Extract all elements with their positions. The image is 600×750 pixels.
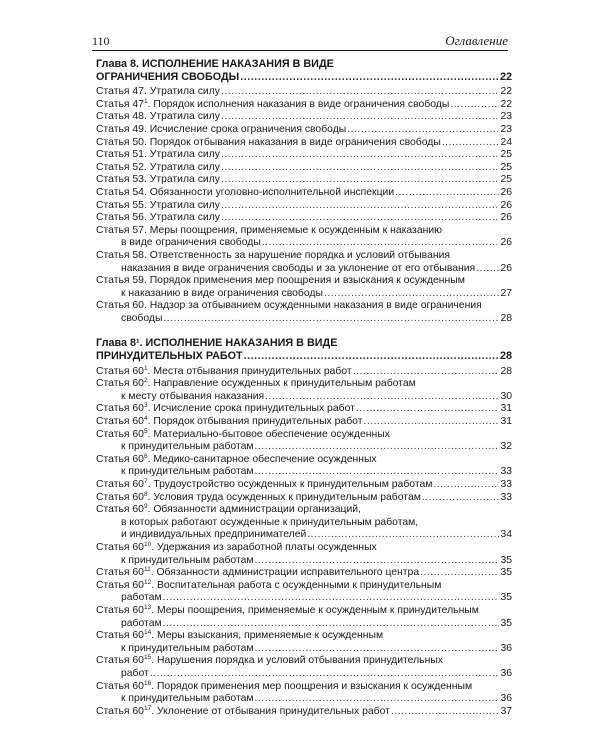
toc-entry	[96, 492, 512, 505]
page-ref: 31	[500, 416, 512, 428]
entry-first-line: Статья 58. Ответственность за нарушение порядка и условий отбывания	[96, 249, 451, 261]
dot-leader	[265, 391, 499, 404]
page-ref: 37	[500, 705, 512, 717]
entry-first-line: Статья $60^{14}$. Меры взыскания, применяемые к осужденным	[96, 629, 384, 642]
dot-leader	[163, 618, 500, 631]
entry-text: Статья 47. Утратила силу	[96, 86, 220, 98]
entry-first-line: Статья $60^{13}$. Меры поощрения, применяемые к осужденным к принудительным	[96, 603, 479, 616]
toc-line	[96, 71, 512, 84]
toc-line	[96, 263, 512, 276]
entry-first-line: Статья $60^{12}$. Воспитательная работа с осужденными к принудительным	[96, 578, 442, 591]
toc-line	[96, 313, 512, 326]
toc-line	[96, 668, 512, 681]
entry-text: в виде ограничения свободы	[121, 237, 261, 249]
toc-entry	[96, 542, 512, 567]
page-ref: 23	[500, 123, 512, 135]
dot-leader	[363, 416, 499, 429]
page-ref: 36	[500, 693, 512, 705]
toc-line	[96, 706, 512, 719]
toc-entry	[96, 567, 512, 580]
entry-text: Статья $47^1$. Порядок исполнения наказания в виде ограничения свободы	[96, 97, 450, 110]
page-ref: 25	[500, 149, 512, 161]
toc-entry	[96, 86, 512, 99]
toc-line	[96, 592, 512, 605]
toc-entry	[96, 225, 512, 250]
dot-leader	[450, 99, 499, 112]
page-ref: 22	[499, 70, 512, 83]
dot-leader	[163, 592, 500, 605]
dot-leader	[347, 124, 499, 137]
toc-entry	[96, 681, 512, 706]
toc-line	[96, 200, 512, 213]
toc-entry	[96, 706, 512, 719]
page-ref: 26	[500, 237, 512, 249]
toc-entry	[96, 137, 512, 150]
dot-leader	[163, 313, 499, 326]
dot-leader	[476, 263, 499, 276]
toc-line	[96, 416, 512, 429]
dot-leader	[221, 149, 499, 162]
toc-entry	[96, 250, 512, 275]
page-ref: 25	[500, 161, 512, 173]
toc-entry	[96, 580, 512, 605]
toc-entry	[96, 212, 512, 225]
page-ref: 30	[500, 390, 512, 402]
toc-line	[96, 466, 512, 479]
dot-leader	[422, 492, 500, 505]
entry-text: Статья 53. Утратила силу	[96, 174, 220, 186]
chapter-title-line: Глава 8. ИСПОЛНЕНИЕ НАКАЗАНИЯ В ВИДЕ	[96, 58, 334, 70]
entry-text: Статья $60^{17}$. Уклонение от отбывания принудительных работ	[96, 704, 390, 717]
dot-leader	[221, 111, 499, 124]
entry-first-line: Статья 59. Порядок применения мер поощрения и взыскания к осужденным	[96, 275, 465, 287]
entry-continuation: в которых работают осужденные к принудительным работам,	[121, 516, 419, 528]
toc-line	[96, 618, 512, 631]
toc-entry	[96, 366, 512, 379]
entry-text: Статья 51. Утратила силу	[96, 149, 220, 161]
dot-leader	[221, 200, 499, 213]
dot-leader	[307, 529, 499, 542]
toc-entry	[96, 99, 512, 112]
running-header	[92, 32, 508, 51]
entry-text: работам	[121, 617, 162, 629]
page-ref: 26	[500, 212, 512, 224]
entry-first-line: Статья 57. Меры поощрения, применяемые к осужденным к наказанию	[96, 224, 442, 236]
entry-text: Статья 56. Утратила силу	[96, 212, 220, 224]
entry-text: и индивидуальных предпринимателей	[121, 529, 307, 541]
entry-first-line: Статья $60^6$. Медико-санитарное обеспечение осужденных	[96, 452, 377, 465]
chapter-heading	[96, 58, 512, 83]
dot-leader	[221, 86, 499, 99]
page-ref: 35	[500, 567, 512, 579]
toc-line	[96, 99, 512, 112]
toc-line	[96, 187, 512, 200]
toc-entry	[96, 429, 512, 454]
page-ref: 32	[500, 441, 512, 453]
toc-line	[96, 149, 512, 162]
entry-text: Статья $60^1$. Места отбывания принудительных работ	[96, 364, 352, 377]
dot-leader	[255, 441, 500, 454]
toc-line	[96, 212, 512, 225]
toc-entry	[96, 655, 512, 680]
toc-line	[96, 288, 512, 301]
dot-leader	[240, 71, 499, 84]
entry-text: Статья 52. Утратила силу	[96, 161, 220, 173]
entry-first-line: Статья 60. Надзор за отбыванием осужденными наказания в виде ограничения	[96, 300, 482, 312]
toc-entry	[96, 378, 512, 403]
running-title: Оглавление	[445, 33, 508, 48]
page-ref: 35	[500, 617, 512, 629]
toc-entry	[96, 403, 512, 416]
page-ref: 35	[500, 554, 512, 566]
entry-first-line: Статья $60^5$. Материально-бытовое обеспечение осужденных	[96, 427, 390, 440]
entry-text: к принудительным работам	[121, 554, 254, 566]
entry-first-line: Статья $60^{15}$. Нарушения порядка и условий отбывания принудительных	[96, 654, 443, 667]
page-ref: 35	[500, 592, 512, 604]
toc-entry	[96, 200, 512, 213]
entry-text: к месту отбывания наказания	[121, 390, 265, 402]
page-ref: 24	[500, 136, 512, 148]
page-ref: 36	[500, 667, 512, 679]
entry-text: к принудительным работам	[121, 466, 254, 478]
chapter-heading	[96, 337, 512, 362]
dot-leader	[391, 706, 500, 719]
page-ref: 26	[500, 186, 512, 198]
toc-line	[96, 174, 512, 187]
entry-text: Статья $60^{11}$. Обязанности администрации исправительного центра	[96, 566, 420, 579]
toc-entry	[96, 630, 512, 655]
toc-line	[96, 529, 512, 542]
toc-entry	[96, 275, 512, 300]
page-ref: 31	[500, 403, 512, 415]
page-ref: 34	[500, 529, 512, 541]
page-ref: 26	[500, 262, 512, 274]
toc-line	[96, 643, 512, 656]
entry-text: Статья $60^4$. Порядок отбывания принудительных работ	[96, 415, 363, 428]
entry-text: Статья 48. Утратила силу	[96, 111, 220, 123]
toc-line	[96, 350, 512, 363]
toc-line	[96, 391, 512, 404]
toc-line	[96, 162, 512, 175]
dot-leader	[395, 187, 499, 200]
page-ref: 33	[500, 491, 512, 503]
toc-line	[96, 111, 512, 124]
entry-text: свободы	[121, 312, 163, 324]
page-ref: 33	[500, 466, 512, 478]
entry-text: Статья $60^8$. Условия труда осужденных к принудительным работам	[96, 490, 421, 503]
entry-first-line: Статья $60^{10}$. Удержания из заработной платы осужденных	[96, 540, 377, 553]
toc-entry	[96, 504, 512, 542]
toc-line	[96, 479, 512, 492]
toc-entry	[96, 454, 512, 479]
dot-leader	[420, 567, 499, 580]
page-ref: 22	[500, 98, 512, 110]
page-ref: 22	[500, 86, 512, 98]
page-ref: 27	[500, 287, 512, 299]
page-ref: 23	[500, 111, 512, 123]
toc-line	[96, 137, 512, 150]
entry-text: к принудительным работам	[121, 441, 254, 453]
toc-line	[96, 366, 512, 379]
entry-text: ОГРАНИЧЕНИЯ СВОБОДЫ	[96, 70, 240, 83]
entry-text: к принудительным работам	[121, 693, 254, 705]
entry-text: Статья 54. Обязанности уголовно-исполнительной инспекции	[96, 186, 395, 198]
toc-entry	[96, 416, 512, 429]
entry-text: Статья $60^3$. Исчисление срока принудительных работ	[96, 402, 355, 415]
toc-line	[96, 492, 512, 505]
dot-leader	[353, 366, 500, 379]
entry-text: к принудительным работам	[121, 642, 254, 654]
dot-leader	[262, 237, 500, 250]
dot-leader	[221, 162, 499, 175]
entry-text: работам	[121, 592, 162, 604]
dot-leader	[221, 174, 499, 187]
dot-leader	[255, 466, 500, 479]
toc-entry	[96, 111, 512, 124]
toc-entry	[96, 124, 512, 137]
toc-line	[96, 403, 512, 416]
entry-text: к наказанию в виде ограничения свободы	[121, 287, 323, 299]
dot-leader	[255, 693, 500, 706]
toc-entry	[96, 149, 512, 162]
entry-first-line: Статья $60^9$. Обязанности администрации организаций,	[96, 503, 361, 516]
page-ref: 36	[500, 642, 512, 654]
page-ref: 26	[500, 199, 512, 211]
dot-leader	[433, 479, 499, 492]
entry-text: Статья 49. Исчисление срока ограничения свободы	[96, 123, 347, 135]
toc-entry	[96, 174, 512, 187]
dot-leader	[442, 137, 500, 150]
chapter-title-line: Глава 8¹. ИСПОЛНЕНИЕ НАКАЗАНИЯ В ВИДЕ	[96, 337, 338, 350]
entry-text: наказания в виде ограничения свободы и за уклонение от его отбывания	[121, 262, 476, 274]
entry-first-line: Статья $60^2$. Направление осужденных к принудительным работам	[96, 377, 416, 390]
dot-leader	[324, 288, 500, 301]
dot-leader	[150, 668, 500, 681]
page-ref: 25	[500, 174, 512, 186]
toc-line	[96, 124, 512, 137]
dot-leader	[221, 212, 499, 225]
entry-text: ПРИНУДИТЕЛЬНЫХ РАБОТ	[96, 350, 243, 363]
entry-first-line: Статья $60^{16}$. Порядок применения мер поощрения и взыскания к осужденным	[96, 679, 473, 692]
toc-line	[96, 693, 512, 706]
entry-text: Статья $60^7$. Трудоустройство осужденных к принудительным работам	[96, 478, 433, 490]
toc-line	[96, 237, 512, 250]
toc-line	[96, 86, 512, 99]
toc-entry	[96, 605, 512, 630]
dot-leader	[255, 643, 500, 656]
entry-text: работ	[121, 667, 149, 679]
table-of-contents	[96, 58, 512, 718]
entry-text: Статья 50. Порядок отбывания наказания в виде ограничения свободы	[96, 136, 441, 148]
page-number: 110	[92, 34, 110, 48]
toc-entry	[96, 479, 512, 492]
page-ref: 28	[499, 350, 512, 363]
dot-leader	[255, 555, 500, 568]
dot-leader	[244, 350, 499, 363]
entry-text: Статья 55. Утратила силу	[96, 199, 220, 211]
toc-line	[96, 567, 512, 580]
toc-entry	[96, 300, 512, 325]
toc-line	[96, 555, 512, 568]
page-ref: 28	[500, 312, 512, 324]
page-ref: 28	[500, 365, 512, 377]
dot-leader	[356, 403, 500, 416]
toc-entry	[96, 162, 512, 175]
toc-entry	[96, 187, 512, 200]
page-ref: 33	[500, 479, 512, 490]
toc-line	[96, 441, 512, 454]
